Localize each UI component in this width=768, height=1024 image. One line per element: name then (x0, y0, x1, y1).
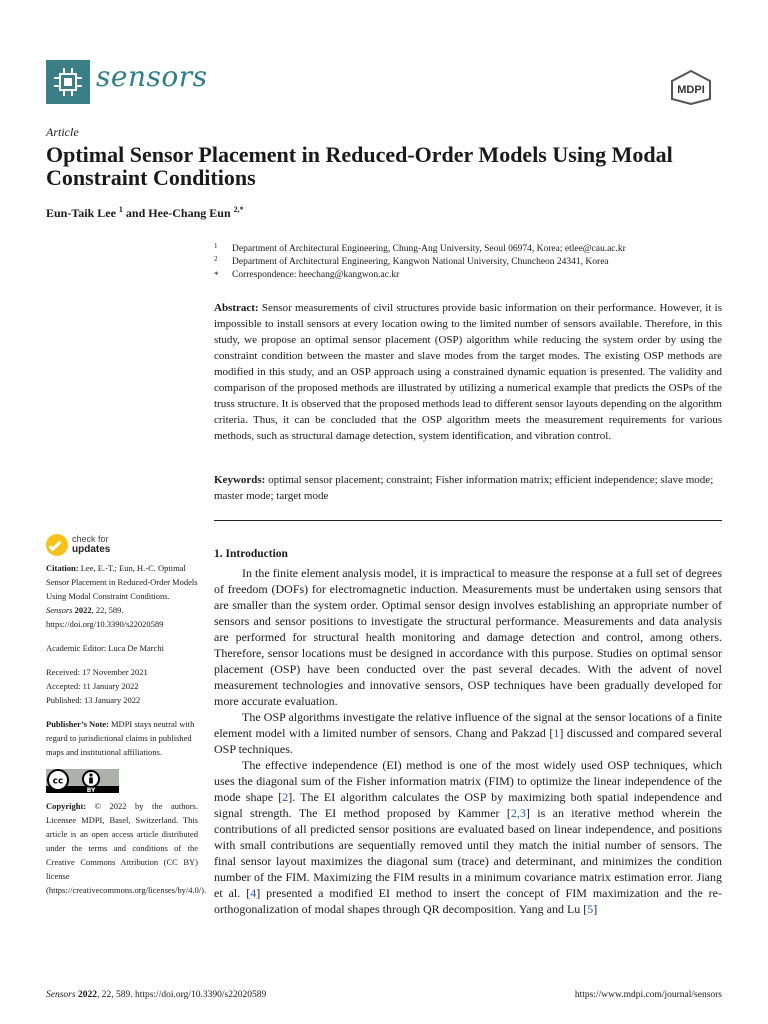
citation-text: Lee, E.-T.; Eun, H.-C. Optimal Sensor Placement in Reduced-Order Models Using Modal Constraint Conditions. (46, 563, 198, 601)
citation-label: Citation: (46, 563, 79, 573)
accepted-date: Accepted: 11 January 2022 (46, 681, 139, 691)
citation (46, 561, 198, 631)
reference-link[interactable]: 2 (282, 790, 289, 804)
check-updates-line1: check for (72, 534, 109, 544)
paragraph (214, 757, 722, 917)
published-date: Published: 13 January 2022 (46, 695, 141, 705)
publisher-note-text: MDPI stays neutral with regard to jurisdictional claims in published maps and institutional affiliations. (46, 719, 195, 757)
paragraph-text: The effective independence (EI) method is one of the most widely used OSP techniques, which uses the diagonal sum of the Fisher information matrix (FIM) to optimize the linear independence of the mode shape [ (214, 758, 722, 804)
footer-doi[interactable]: , 22, 589. https://doi.org/10.3390/s22020589 (96, 990, 267, 1000)
copyright-text: © 2022 by the authors. Licensee MDPI, Basel, Switzerland. This article is an open access article distributed under the terms and conditions of the Creative Commons Attribution (CC BY) license (https://creativecommons.org/licenses/by/4.0/). (46, 801, 207, 895)
affiliation-mark: 2 (214, 255, 218, 263)
correspondence-text[interactable]: Correspondence: heechang@kangwon.ac.kr (232, 270, 400, 280)
affiliation-mark: * (214, 270, 219, 280)
publisher-note-label: Publisher’s Note: (46, 719, 109, 729)
author-affiliation-mark: 2,* (233, 205, 244, 214)
academic-editor: Academic Editor: Luca De Marchi (46, 643, 165, 653)
reference-link[interactable]: 2,3 (510, 806, 526, 820)
abstract-label: Abstract: (214, 302, 259, 314)
chip-icon (59, 73, 77, 91)
citation-journal: Sensors (46, 605, 73, 615)
article-title: Optimal Sensor Placement in Reduced-Order Models Using Modal Constraint Conditions (46, 142, 673, 190)
mdpi-logo[interactable] (666, 69, 716, 105)
reference-link[interactable]: 5 (587, 902, 594, 916)
body-text (214, 565, 722, 917)
footer-year: 2022 (75, 990, 97, 1000)
reference-link[interactable]: 1 (553, 726, 560, 740)
abstract (214, 300, 722, 444)
publisher-name: MDPI (677, 84, 705, 96)
copyright (46, 799, 207, 897)
paragraph (214, 709, 722, 757)
keywords (214, 472, 722, 504)
paragraph: In the finite element analysis model, it is impractical to measure the response at a full set of degrees of freedom (DOFs) for electromagnetic induction. Measurements must be undertaken using sensors that are smaller than the system order. Optimal sensor design involves establishing an appropriate number of sensors and sensor positions to investigate the structural performance. Measurements and data analysis are performed for structural health monitoring and damage detection and control, among others. Therefore, sensor locations must be designed in accordance with this purpose. Studies on optimal sensor placement (OSP) have been conducted over the past several decades. With the advent of novel measurement technologies and innovative sensors, OSP techniques have been gradually developed for more accurate evaluation. (214, 566, 722, 708)
journal-name[interactable]: sensors (96, 60, 208, 93)
paragraph-text: ] is an iterative method wherein the contributions of all predicted sensor positions are evaluated based on linear independence, and positions with small contributions are sequentially removed until they match the initial number of sensors. The final sensor layout maximizes the diagonal sum (trace) and determinant, and minimizes the condition number of the FIM. Maximizing the FIM results in a minimum covariance matrix estimation error. Jiang et al. [ (214, 806, 722, 900)
article-sidebar (46, 561, 207, 897)
svg-text:cc: cc (52, 776, 64, 787)
section-heading: 1. Introduction (214, 548, 288, 560)
keywords-label: Keywords: (214, 474, 266, 486)
author-name: Hee-Chang Eun (148, 206, 231, 220)
section-divider (214, 520, 722, 521)
citation-year: 2022 (72, 605, 92, 615)
footer-citation (46, 990, 266, 1000)
check-updates-line2: updates (72, 544, 111, 555)
affiliation-item (214, 269, 724, 282)
abstract-text: Sensor measurements of civil structures provide basic information on their performance. However, it is impossible to install sensors at every location owing to the limited number of sensors available. Therefore, in this study, we propose an optimal sensor placement (OSP) algorithm while reducing the system order by using the constraint condition between the master and slave modes from the target modes. The existing OSP methods are modified in this study, and an OSP approach using a constrained dynamic equation is presented. The validity and comparison of the proposed methods are illustrated by utilizing a numerical example that predicts the OSPs of the truss structure. It is observed that the proposed methods lead to different sensor layouts depending on the algorithm criteria. Thus, it can be concluded that the OSP algorithm meets the measurement requirements for various methods, such as structural damage detection, system identification, and vibration control. (214, 302, 722, 442)
paragraph-text: The OSP algorithms investigate the relative influence of the signal at the sensor locations of a finite element model with a limited number of sensors. Chang and Pakzad [ (214, 710, 722, 740)
publisher-note (46, 717, 198, 759)
paragraph-text: ] (593, 902, 598, 916)
journal-logo (46, 60, 90, 104)
author-name: Eun-Taik Lee (46, 206, 116, 220)
affiliation-item (214, 243, 724, 256)
affiliation-text: Department of Architectural Engineering, Chung-Ang University, Seoul 06974, Korea; etlee@cau.ac.kr (232, 244, 626, 254)
citation-doi[interactable]: , 22, 589. https://doi.org/10.3390/s22020589 (46, 605, 164, 629)
affiliation-item (214, 256, 724, 269)
cc-by-label: BY (86, 787, 96, 793)
author-list (46, 205, 244, 221)
received-date: Received: 17 November 2021 (46, 667, 148, 677)
check-mark-icon (46, 534, 68, 556)
footer-journal-url[interactable]: https://www.mdpi.com/journal/sensors (574, 990, 722, 1000)
paragraph-text: ] presented a modified EI method to insert the concept of FIM maximization and the re-orthogonalization of modal shapes through QR decomposition. Yang and Lu [ (214, 886, 722, 916)
dates (46, 665, 198, 707)
author-separator: and (122, 206, 149, 220)
article-type: Article (46, 125, 79, 139)
affiliation-mark: 1 (214, 242, 218, 250)
affiliations (214, 243, 724, 282)
reference-link[interactable]: 4 (250, 886, 257, 900)
author-affiliation-mark: 1 (118, 205, 123, 214)
cc-by-license-icon[interactable] (46, 769, 119, 793)
footer-journal: Sensors (46, 990, 76, 1000)
paragraph-text: ]. The EI algorithm calculates the OSP by maximizing both spatial independence and signal strength. The EI method proposed by Kammer [ (214, 790, 722, 820)
copyright-label: Copyright: (46, 801, 87, 811)
keywords-text: optimal sensor placement; constraint; Fisher information matrix; efficient independence; slave mode; master mode; target mode (214, 474, 714, 502)
affiliation-text: Department of Architectural Engineering, Kangwon National University, Chuncheon 24341, Korea (232, 257, 609, 267)
paragraph-text: ] discussed and compared several OSP techniques. (214, 726, 723, 756)
check-for-updates-button[interactable] (46, 533, 146, 557)
